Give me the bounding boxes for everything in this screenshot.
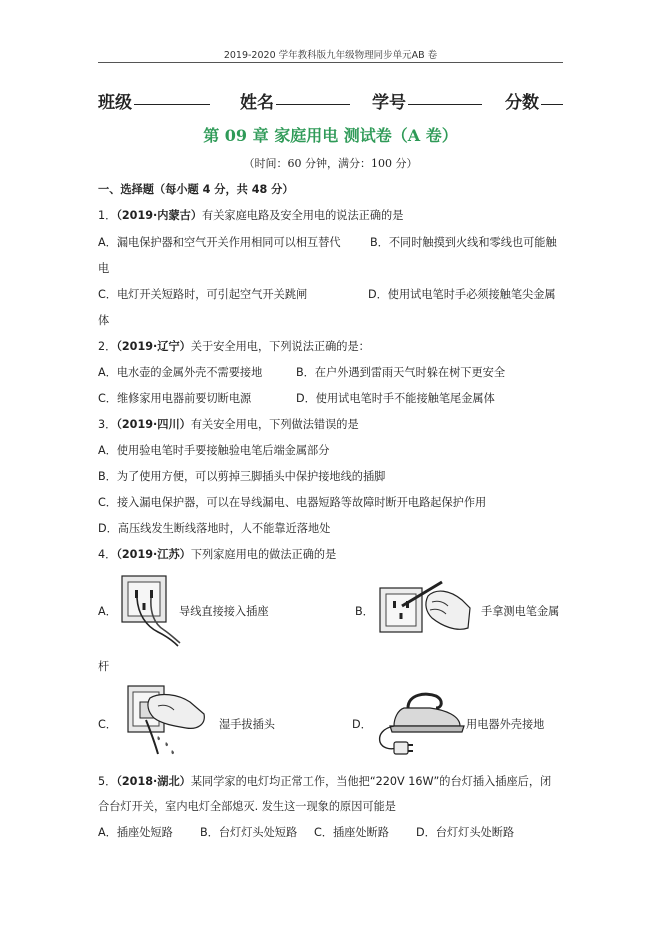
q4-option-d-text: 用电器外壳接地 <box>466 718 545 731</box>
q4-option-b-continued: 杆 <box>98 660 110 673</box>
q5-option-c[interactable]: C．插座处断路 <box>314 826 389 839</box>
q3-option-b[interactable]: B．为了使用方便，可以剪掉三脚插头中保护接地线的插脚 <box>98 470 386 483</box>
q1-option-a[interactable]: A．漏电保护器和空气开关作用相同可以相互替代 <box>98 236 341 249</box>
question-number: 2． <box>98 340 117 353</box>
class-label: 班级 <box>98 93 132 113</box>
q2-option-d[interactable]: D．使用试电笔时手不能接触笔尾金属体 <box>296 392 495 405</box>
question-source: （2019·江苏） <box>116 548 191 561</box>
id-label: 学号 <box>372 93 406 113</box>
score-blank[interactable] <box>541 90 563 105</box>
question-3-stem <box>98 416 359 432</box>
q1-option-c[interactable]: C．电灯开关短路时，可引起空气开关跳闸 <box>98 288 308 301</box>
grounded-iron-figure <box>374 686 466 756</box>
question-2-stem <box>98 338 370 354</box>
q1-option-d[interactable]: D．使用试电笔时手必须接触笔尖金属 <box>368 288 556 301</box>
header-rule <box>98 62 563 63</box>
q5-option-d[interactable]: D．台灯灯头处断路 <box>416 826 515 839</box>
name-label: 姓名 <box>240 93 274 113</box>
question-4-stem <box>98 546 336 562</box>
question-number: 4． <box>98 548 117 561</box>
question-source: （2019·四川） <box>116 418 191 431</box>
q5-option-a[interactable]: A．插座处短路 <box>98 826 173 839</box>
q2-option-c[interactable]: C．维修家用电器前要切断电源 <box>98 392 252 405</box>
hand-test-pen-figure <box>376 578 472 638</box>
question-5-stem-continued: 合台灯开关，室内电灯全部熄灭. 发生这一现象的原因可能是 <box>98 800 396 813</box>
q1-option-b[interactable]: B．不同时触摸到火线和零线也可能触 <box>370 236 557 249</box>
question-text: 有关家庭电路及安全用电的说法正确的是 <box>202 209 404 222</box>
question-text: 下列家庭用电的做法正确的是 <box>190 548 337 561</box>
socket-bare-wires-figure <box>120 570 182 648</box>
question-number: 5． <box>98 775 117 788</box>
section-heading: 一、选择题（每小题 4 分，共 48 分） <box>98 183 294 196</box>
q3-option-c[interactable]: C．接入漏电保护器，可以在导线漏电、电器短路等故障时断开电路起保护作用 <box>98 496 487 509</box>
question-number: 1． <box>98 209 117 222</box>
q4-option-a-text: 导线直接接入插座 <box>179 605 269 618</box>
question-source: （2019·辽宁） <box>116 340 191 353</box>
question-number: 3． <box>98 418 117 431</box>
score-label: 分数 <box>505 93 539 113</box>
question-text: 某同学家的电灯均正常工作，当他把“220V 16W”的台灯插入插座后，闭 <box>190 775 552 788</box>
q4-option-b-letter[interactable]: B． <box>355 605 374 618</box>
name-blank[interactable] <box>276 90 350 105</box>
wet-hand-plug-figure <box>124 684 210 758</box>
q1-option-b-continued: 电 <box>98 262 110 275</box>
q4-option-b-text: 手拿测电笔金属 <box>481 605 560 618</box>
page-title: 第 09 章 家庭用电 测试卷（A 卷） <box>203 126 458 145</box>
q5-option-b[interactable]: B．台灯灯头处短路 <box>200 826 298 839</box>
q4-option-d-letter[interactable]: D． <box>352 718 372 731</box>
question-1-stem <box>98 207 403 223</box>
question-text: 有关安全用电，下列做法错误的是 <box>190 418 359 431</box>
q2-option-b[interactable]: B．在户外遇到雷雨天气时躲在树下更安全 <box>296 366 506 379</box>
class-blank[interactable] <box>134 90 210 105</box>
q4-option-c-letter[interactable]: C． <box>98 718 117 731</box>
q3-option-a[interactable]: A．使用验电笔时手要接触验电笔后端金属部分 <box>98 444 330 457</box>
question-5-stem <box>98 773 551 789</box>
q1-option-d-continued: 体 <box>98 314 110 327</box>
q4-option-a-letter[interactable]: A． <box>98 605 117 618</box>
q3-option-d[interactable]: D．高压线发生断线落地时，人不能靠近落地处 <box>98 522 331 535</box>
question-source: （2018·湖北） <box>116 775 191 788</box>
id-blank[interactable] <box>408 90 482 105</box>
question-text: 关于安全用电，下列说法正确的是： <box>190 340 370 353</box>
page-header: 2019-2020 学年教科版九年级物理同步单元AB 卷 <box>223 50 438 61</box>
q4-option-c-text: 湿手拔插头 <box>219 718 275 731</box>
q2-option-a[interactable]: A．电水壶的金属外壳不需要接地 <box>98 366 263 379</box>
page-subtitle: （时间：60 分钟，满分：100 分） <box>243 157 418 170</box>
question-source: （2019·内蒙古） <box>116 209 203 222</box>
